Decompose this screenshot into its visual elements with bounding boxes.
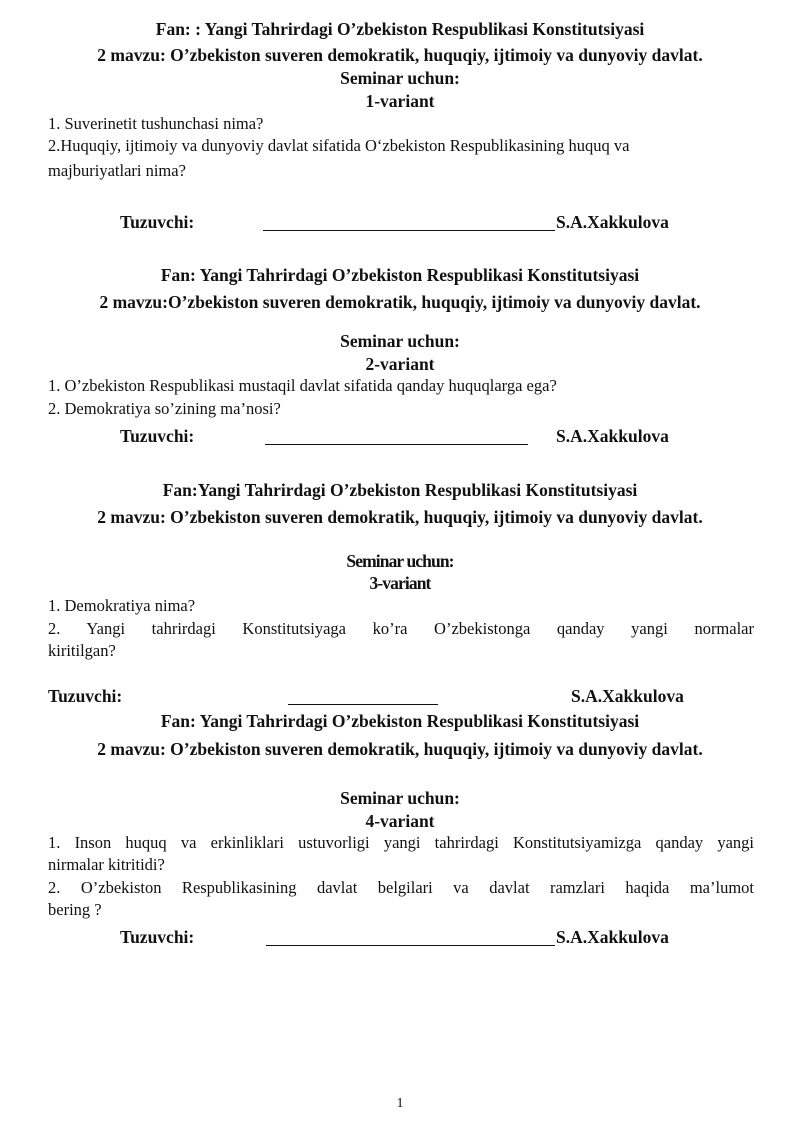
question-2-cont: bering ? (48, 900, 102, 919)
seminar-label: Seminar uchun: (340, 788, 460, 808)
subject-title: Fan: : Yangi Tahrirdagi O’zbekiston Respublikasi Konstitutsiyasi (155, 19, 645, 39)
signature-line (265, 430, 528, 445)
compiler-name: S.A.Xakkulova (571, 686, 684, 706)
topic-title: 2 mavzu:O’zbekiston suveren demokratik, huquqiy, ijtimoiy va dunyoviy davlat. (99, 292, 701, 312)
variant-label: 4-variant (365, 811, 435, 831)
topic-title: 2 mavzu: O’zbekiston suveren demokratik, huquqiy, ijtimoiy va dunyoviy davlat. (97, 45, 703, 65)
compiler-name: S.A.Xakkulova (556, 426, 669, 446)
compiler-label: Tuzuvchi: (120, 426, 195, 446)
question-2: 2.Huquqiy, ijtimoiy va dunyoviy davlat sifatida O‘zbekiston Respublikasining huquq va (48, 136, 630, 155)
question-1: 1. Inson huquq va erkinliklari ustuvorligi yangi tahrirdagi Konstitutsiyamizga qanday yangi (48, 833, 754, 852)
compiler-label: Tuzuvchi: (120, 212, 195, 232)
question-2-cont: kiritilgan? (48, 641, 116, 660)
subject-title: Fan: Yangi Tahrirdagi O’zbekiston Respublikasi Konstitutsiyasi (160, 265, 640, 285)
question-1: 1. Demokratiya nima? (48, 596, 196, 615)
variant-label: 3-variant (369, 573, 431, 593)
compiler-name: S.A.Xakkulova (556, 927, 669, 947)
signature-line (288, 690, 438, 705)
seminar-label: Seminar uchun: (340, 68, 460, 88)
compiler-label: Tuzuvchi: (48, 686, 123, 706)
compiler-name: S.A.Xakkulova (556, 212, 669, 232)
seminar-label: Seminar uchun: (340, 331, 460, 351)
subject-title: Fan: Yangi Tahrirdagi O’zbekiston Respublikasi Konstitutsiyasi (160, 711, 640, 731)
variant-label: 2-variant (365, 354, 435, 374)
variant-label: 1-variant (365, 91, 435, 111)
question-2-cont: majburiyatlari nima? (48, 161, 186, 180)
topic-title: 2 mavzu: O’zbekiston suveren demokratik, huquqiy, ijtimoiy va dunyoviy davlat. (97, 739, 703, 759)
page-number: 1 (396, 1096, 404, 1111)
subject-title: Fan:Yangi Tahrirdagi O’zbekiston Respublikasi Konstitutsiyasi (162, 480, 638, 500)
topic-title: 2 mavzu: O’zbekiston suveren demokratik, huquqiy, ijtimoiy va dunyoviy davlat. (97, 507, 703, 527)
question-2: 2. Yangi tahrirdagi Konstitutsiyaga ko’ra O’zbekistonga qanday yangi normalar (48, 619, 754, 638)
compiler-label: Tuzuvchi: (120, 927, 195, 947)
question-1-cont: nirmalar kitritidi? (48, 855, 165, 874)
question-2: 2. O’zbekiston Respublikasining davlat belgilari va davlat ramzlari haqida ma’lumot (48, 878, 754, 897)
question-1: 1. Suverinetit tushunchasi nima? (48, 114, 264, 133)
signature-line (263, 216, 555, 231)
question-2: 2. Demokratiya so’zining ma’nosi? (48, 399, 281, 418)
question-1: 1. O’zbekiston Respublikasi mustaqil davlat sifatida qanday huquqlarga ega? (48, 376, 557, 395)
signature-line (266, 931, 555, 946)
seminar-label: Seminar uchun: (346, 551, 454, 571)
